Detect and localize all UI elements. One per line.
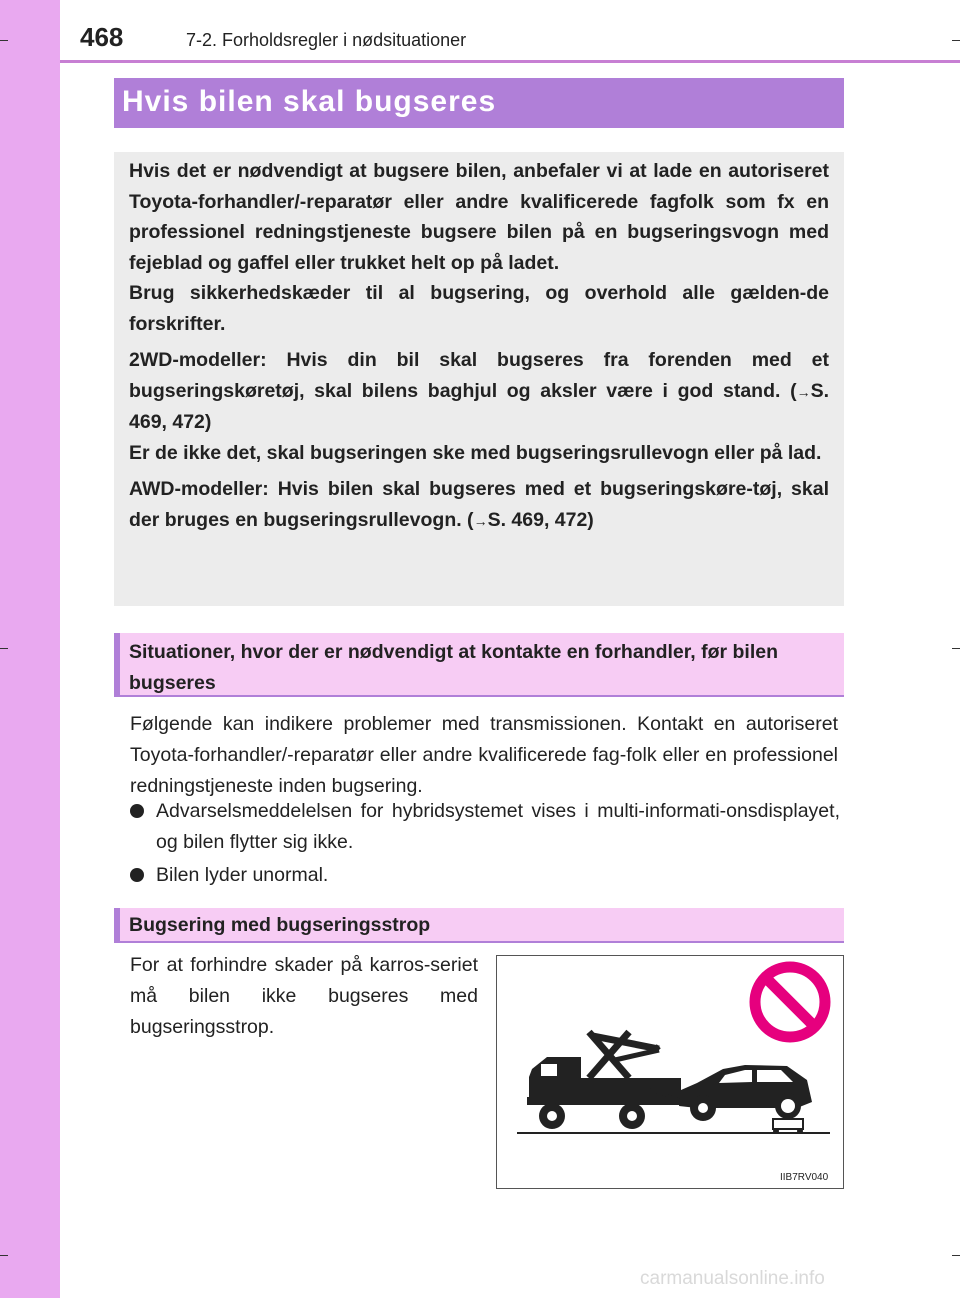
tow-truck-icon (527, 1032, 687, 1129)
notice-text: 2WD-modeller: Hvis din bil skal bugseres fra forenden med et bugseringskøretøj, skal bilens baghjul og aksler være i god stand. ( (129, 349, 829, 402)
bullet-icon (130, 804, 144, 818)
notice-paragraph (129, 345, 829, 438)
bullet-icon (130, 868, 144, 882)
side-tab-strip (0, 0, 60, 1298)
prohibition-icon (755, 967, 825, 1037)
notice-paragraph: Hvis det er nødvendigt at bugsere bilen, anbefaler vi at lade en autoriseret Toyota-forhandler/-reparatør eller andre kvalificerede fagfolk som fx en professionel redningstjeneste bugsere bilen på en bugseringsvogn med fejeblad og gaffel eller trukket helt op på ladet. (129, 160, 829, 274)
section-text: For at forhindre skader på karros-seriet må bilen ikke bugseres med bugseringsstrop. (130, 954, 478, 1038)
list-item-text: Advarselsmeddelelsen for hybridsystemet vises i multi-informati-onsdisplayet, og bilen flytter sig ikke. (156, 800, 840, 853)
chapter-title: 7-2. Forholdsregler i nødsituationer (186, 30, 467, 50)
towing-illustration (496, 955, 844, 1189)
car-icon (679, 1065, 812, 1134)
arrow-icon: → (473, 512, 488, 529)
notice-box (114, 152, 844, 606)
list-item (130, 860, 840, 891)
subsection-heading: Bugsering med bugseringsstrop (114, 908, 844, 943)
page-reference: S. 469, 472) (129, 379, 829, 433)
trim-mark (952, 40, 960, 41)
notice-paragraph: Er de ikke det, skal bugseringen ske med bugseringsrullevogn eller på lad. (129, 441, 822, 464)
page-reference: S. 469, 472) (487, 508, 594, 531)
arrow-icon: → (796, 383, 811, 400)
section-intro: Følgende kan indikere problemer med transmissionen. Kontakt en autoriseret Toyota-forhandler/-reparatør eller andre kvalificerede fag-folk eller en professionel redningstjeneste inden bugsering. (130, 713, 838, 797)
header-rule (60, 60, 960, 63)
page-number: 468 (80, 22, 124, 52)
trim-mark (952, 1255, 960, 1256)
list-item-text: Bilen lyder unormal. (156, 864, 329, 886)
subsection-heading: Situationer, hvor der er nødvendigt at kontakte en forhandler, før bilen bugseres (114, 633, 844, 697)
notice-paragraph (129, 474, 829, 536)
notice-paragraph: Brug sikkerhedskæder til al bugsering, og overhold alle gælden-de forskrifter. (129, 282, 829, 335)
trim-mark (0, 1255, 8, 1256)
trim-mark (952, 648, 960, 649)
notice-text: AWD-modeller: Hvis bilen skal bugseres med et bugseringskøre-tøj, skal der bruges en bugseringsrullevogn. ( (129, 478, 829, 531)
watermark: carmanualsonline.info (640, 1268, 825, 1289)
trim-mark (0, 40, 8, 41)
list-item (130, 796, 840, 858)
trim-mark (0, 648, 8, 649)
towing-strap-prohibited-illustration (497, 956, 843, 1188)
section-title: Hvis bilen skal bugseres (114, 78, 844, 128)
figure-code: IIB7RV040 (780, 1172, 829, 1183)
